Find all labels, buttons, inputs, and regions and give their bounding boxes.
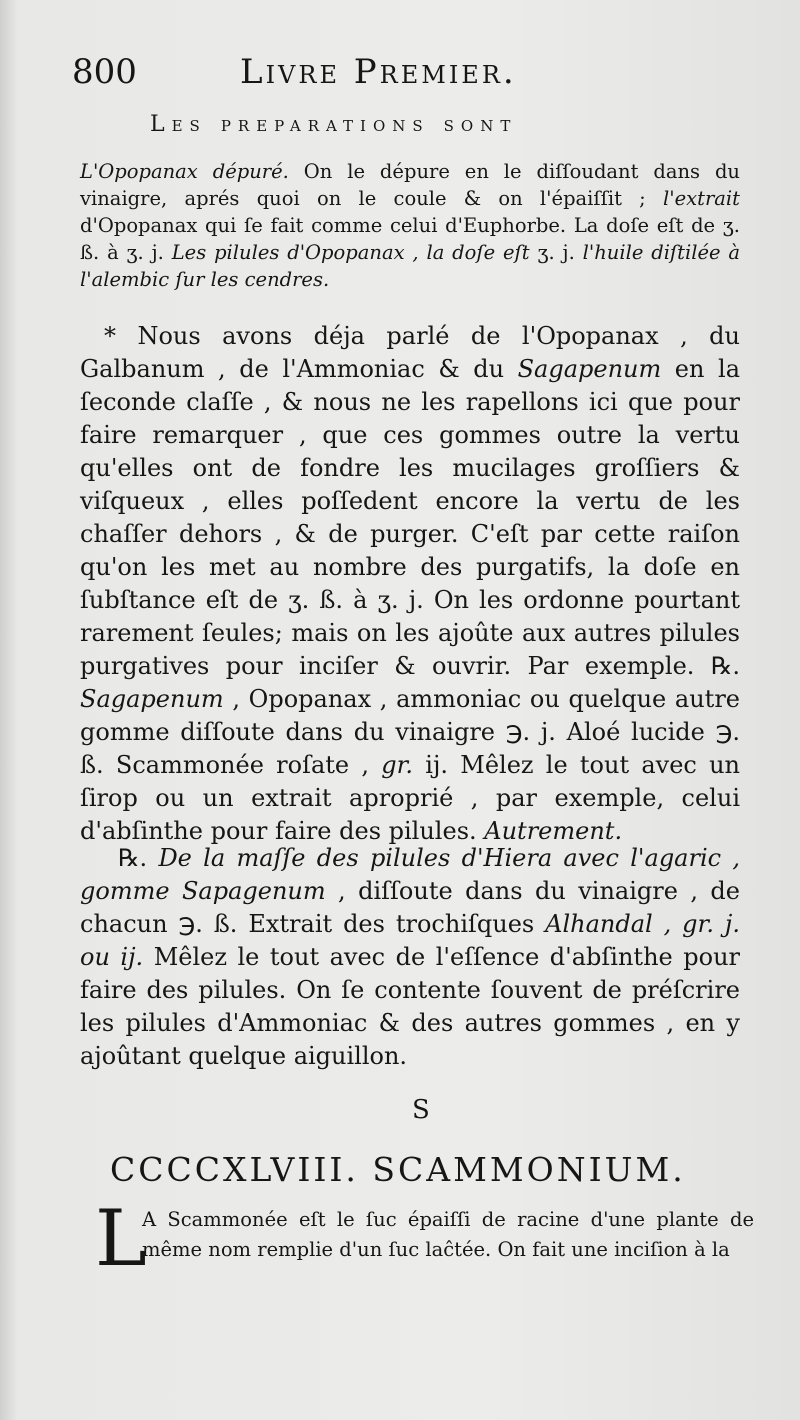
preparations-text-2: On le dépure en le diſſoudant dans du vinaigre, aprés quoi on le coule & on l'épaiſſit ; bbox=[80, 160, 740, 210]
para1-text-5: , Opopanax , ammoniac ou quelque autre gomme diſſoute dans du vinaigre ℈. j. Aloé lucide ℈. ß. Scammonée roſate , bbox=[80, 685, 740, 779]
preparations-text-5: Les pilules d'Opopanax , la doſe eſt bbox=[171, 241, 530, 264]
preparations-paragraph bbox=[80, 158, 740, 293]
preparations-text-4: d'Opopanax qui ſe fait comme celui d'Euphorbe. La doſe eſt de ʒ. ß. à ʒ. j. bbox=[80, 214, 740, 264]
chapter-title: CCCCXLVIII. SCAMMONIUM. bbox=[110, 1150, 686, 1189]
para1-text-4: Sagapenum bbox=[80, 685, 224, 713]
para1-text-2: Sagapenum bbox=[517, 355, 662, 383]
para2-text-1: ℞. bbox=[118, 844, 159, 872]
page-header bbox=[72, 52, 740, 96]
para2-text-2: De la maſſe des pilules d'Hiera avec l'agaric , gomme Sapagenum bbox=[80, 844, 740, 905]
para1-text-6: gr. bbox=[381, 751, 414, 779]
preparations-text-1: L'Opopanax dépuré. bbox=[80, 160, 289, 183]
para1-text-8: Autrement. bbox=[484, 817, 623, 845]
running-head: Livre Premier. bbox=[240, 52, 517, 92]
page-number: 800 bbox=[72, 52, 137, 92]
body-paragraph-1 bbox=[80, 320, 740, 848]
para1-text-3: en la ſeconde claſſe , & nous ne les rapellons ici que pour faire remarquer , que ces gommes outre la vertu qu'elles ont de fondre les mucilages groſſiers & viſqueux , elles poſſedent encore la vertu de les chaſſer dehors , & de purger. C'eſt par cette raiſon qu'on les met au nombre des purgatifs, la doſe en ſubſtance eſt de ʒ. ß. à ʒ. j. On les ordonne pourtant rarement ſeules; mais on les ajoûte aux autres pilules purgatives pour inciſer & ouvrir. Par exemple. ℞. bbox=[80, 355, 740, 680]
drop-cap: L bbox=[95, 1194, 147, 1284]
scammonium-paragraph: A Scammonée eſt le ſuc épaiſſi de racine d'une plante de même nom remplie d'un ſuc laĉtée. On fait une inciſion à la bbox=[142, 1208, 754, 1261]
section-heading: Les preparations sont bbox=[150, 112, 518, 137]
para2-text-5: Mêlez le tout avec de l'eſſence d'abſinthe pour faire des pilules. On ſe contente ſouvent de préſcrire les pilules d'Ammoniac & des autres gommes , en y ajoûtant quelque aiguillon. bbox=[80, 943, 740, 1070]
para2-text-3: , diſſoute dans du vinaigre , de chacun ℈. ß. Extrait des trochiſques bbox=[80, 877, 740, 938]
para2-text-4: Alhandal , gr. j. ou ij. bbox=[80, 910, 740, 971]
para1-text-7: ij. Mêlez le tout avec un ſirop ou un extrait aproprié , par exemple, celui d'abſinthe pour faire des pilules. bbox=[80, 751, 740, 845]
body-paragraph-2 bbox=[80, 842, 740, 1073]
preparations-text-6: ʒ. j. bbox=[529, 241, 583, 264]
catchword: S bbox=[412, 1095, 430, 1125]
preparations-text-7: l'huile diſtilée à l'alembic ſur les cendres. bbox=[80, 241, 741, 291]
para1-text-1: * Nous avons déja parlé de l'Opopanax , du Galbanum , de l'Ammoniac & du bbox=[80, 322, 740, 383]
preparations-text-3: l'extrait bbox=[663, 187, 740, 210]
